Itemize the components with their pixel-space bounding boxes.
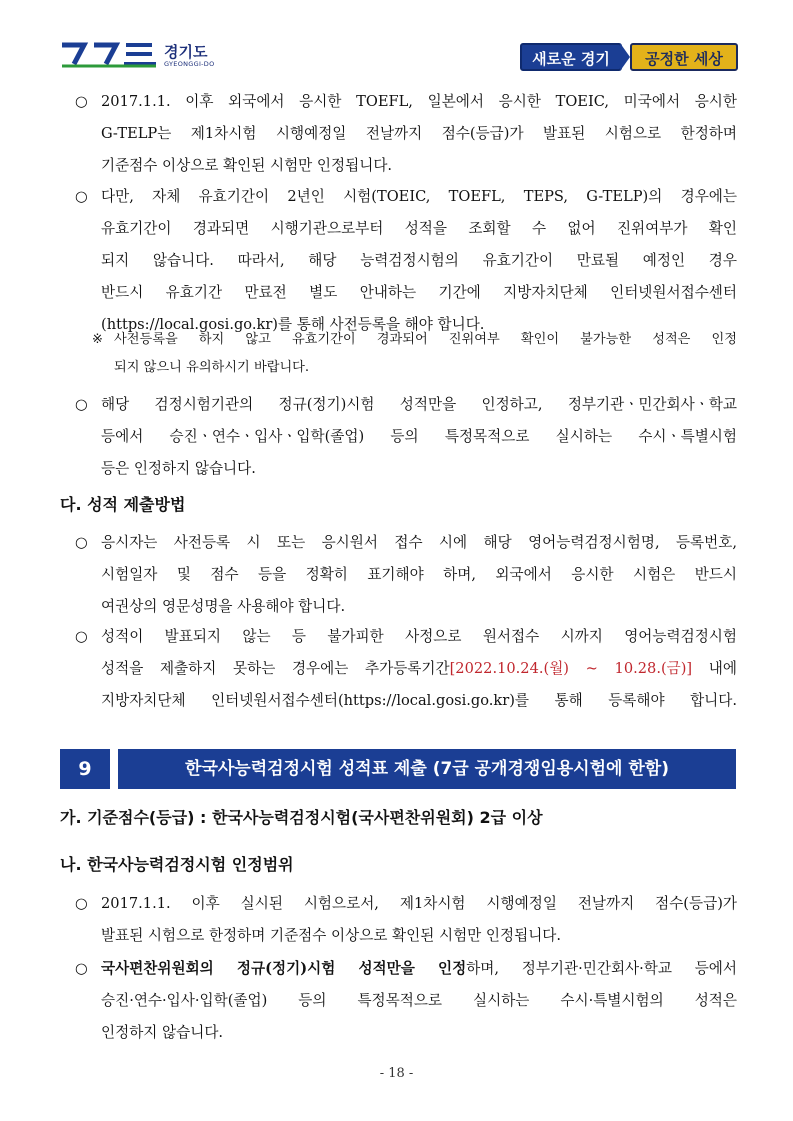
paragraph-line: 다만, 자체 유효기간이 2년인 시험(TOEIC, TOEFL, TEPS, G-TELP)의 경우에는 xyxy=(101,188,737,205)
section-number: 9 xyxy=(60,749,110,789)
heading-submission-method: 다. 성적 제출방법 xyxy=(60,495,186,514)
bullet-circle-icon: ○ xyxy=(75,534,88,551)
slogan-left: 새로운 경기 xyxy=(520,43,622,71)
paragraph-line: 하며, 정부기관·민간회사·학교 등에서 xyxy=(466,960,737,977)
paragraph-line: 되지 않습니다. 따라서, 해당 능력검정시험의 유효기간이 만료될 예정인 경우 xyxy=(101,252,737,269)
paragraph-line: 응시자는 사전등록 시 또는 응시원서 접수 시에 해당 영어능력검정시험명, 등록번호, xyxy=(101,534,737,551)
note-line: 되지 않으니 유의하시기 바랍니다. xyxy=(114,360,310,375)
bullet-circle-icon: ○ xyxy=(75,188,88,205)
section-title: 한국사능력검정시험 성적표 제출 (7급 공개경쟁임용시험에 한함) xyxy=(118,749,736,789)
paragraph-additional-registration xyxy=(75,621,737,717)
paragraph-line: 2017.1.1. 이후 실시된 시험으로서, 제1차시험 시행예정일 전날까지 점수(등급)가 xyxy=(101,895,737,912)
paragraph-line: 시험일자 및 점수 등을 정확히 표기해야 하며, 외국에서 응시한 시험은 반드시 xyxy=(101,566,737,583)
paragraph-line: (https://local.gosi.go.kr)를 통해 사전등록을 해야 합니다. xyxy=(101,316,485,333)
paragraph-registration xyxy=(75,527,737,623)
paragraph-line: 기준점수 이상으로 확인된 시험만 인정됩니다. xyxy=(101,157,393,174)
heading-recognition-scope: 나. 한국사능력검정시험 인정범위 xyxy=(60,855,294,874)
note-line: 사전등록을 하지 않고 유효기간이 경과되어 진위여부 확인이 불가능한 성적은 인정 xyxy=(114,332,737,347)
paragraph-line: 성적을 제출하지 못하는 경우에는 추가등록기간 xyxy=(101,660,450,677)
bullet-circle-icon: ○ xyxy=(75,628,88,645)
slogan-banner xyxy=(520,43,740,73)
note-mark-icon: ※ xyxy=(92,332,104,347)
logo-name: 경기도 xyxy=(164,43,208,61)
slogan-right: 공정한 세상 xyxy=(630,43,738,71)
paragraph-line: 등은 인정하지 않습니다. xyxy=(101,460,256,477)
paragraph-line: 여권상의 영문성명을 사용해야 합니다. xyxy=(101,598,346,615)
paragraph-line: 해당 검정시험기관의 정규(정기)시험 성적만을 인정하고, 정부기관ㆍ민간회사ㆍ학교 xyxy=(101,396,737,413)
slogan-arrow-icon xyxy=(620,43,630,71)
paragraph-line: 성적이 발표되지 않는 등 불가피한 사정으로 원서접수 시까지 영어능력검정시험 xyxy=(101,628,737,645)
section-title-bar xyxy=(60,749,736,789)
paragraph-bold-phrase: 국사편찬위원회의 정규(정기)시험 성적만을 인정 xyxy=(101,960,467,977)
paragraph-line: 등에서 승진ㆍ연수ㆍ입사ㆍ입학(졸업) 등의 특정목적으로 실시하는 수시ㆍ특별시험 xyxy=(101,428,737,445)
paragraph-korean-history-regular xyxy=(75,953,737,1049)
paragraph-line: 유효기간이 경과되면 시행기관으로부터 성적을 조회할 수 없어 진위여부가 확인 xyxy=(101,220,737,237)
paragraph-line: 승진·연수·입사·입학(졸업) 등의 특정목적으로 실시하는 수시·특별시험의 성적은 xyxy=(101,992,737,1009)
bullet-circle-icon: ○ xyxy=(75,895,88,912)
bullet-circle-icon: ○ xyxy=(75,93,88,110)
paragraph-line: 발표된 시험으로 한정하며 기준점수 이상으로 확인된 시험만 인정됩니다. xyxy=(101,927,562,944)
page-number: - 18 - xyxy=(379,1066,414,1081)
paragraph-line: G-TELP는 제1차시험 시행예정일 전날까지 점수(등급)가 발표된 시험으로 한정하며 xyxy=(101,125,737,142)
note-pre-registration xyxy=(92,326,737,382)
additional-registration-period: [2022.10.24.(월) ~ 10.28.(금)] xyxy=(449,660,693,677)
paragraph-foreign-tests xyxy=(75,86,737,182)
paragraph-line: 2017.1.1. 이후 외국에서 응시한 TOEFL, 일본에서 응시한 TOEIC, 미국에서 응시한 xyxy=(101,93,737,110)
paragraph-line: 반드시 유효기간 만료전 별도 안내하는 기간에 지방자치단체 인터넷원서접수센터 xyxy=(101,284,737,301)
paragraph-line: 인정하지 않습니다. xyxy=(101,1024,224,1041)
paragraph-regular-tests xyxy=(75,389,737,485)
paragraph-line: 지방자치단체 인터넷원서접수센터(https://local.gosi.go.kr)를 통해 등록해야 합니다. xyxy=(101,692,737,709)
bullet-circle-icon: ○ xyxy=(75,960,88,977)
logo-subtitle: GYEONGGI-DO xyxy=(164,60,215,68)
heading-standard-score: 가. 기준점수(등급) : 한국사능력검정시험(국사편찬위원회) 2급 이상 xyxy=(60,808,543,827)
bullet-circle-icon: ○ xyxy=(75,396,88,413)
paragraph-korean-history-date xyxy=(75,888,737,952)
paragraph-validity-period xyxy=(75,181,737,341)
page-header xyxy=(0,0,793,90)
gyeonggi-logo-mark-icon xyxy=(60,42,158,68)
paragraph-line: 내에 xyxy=(692,660,737,677)
